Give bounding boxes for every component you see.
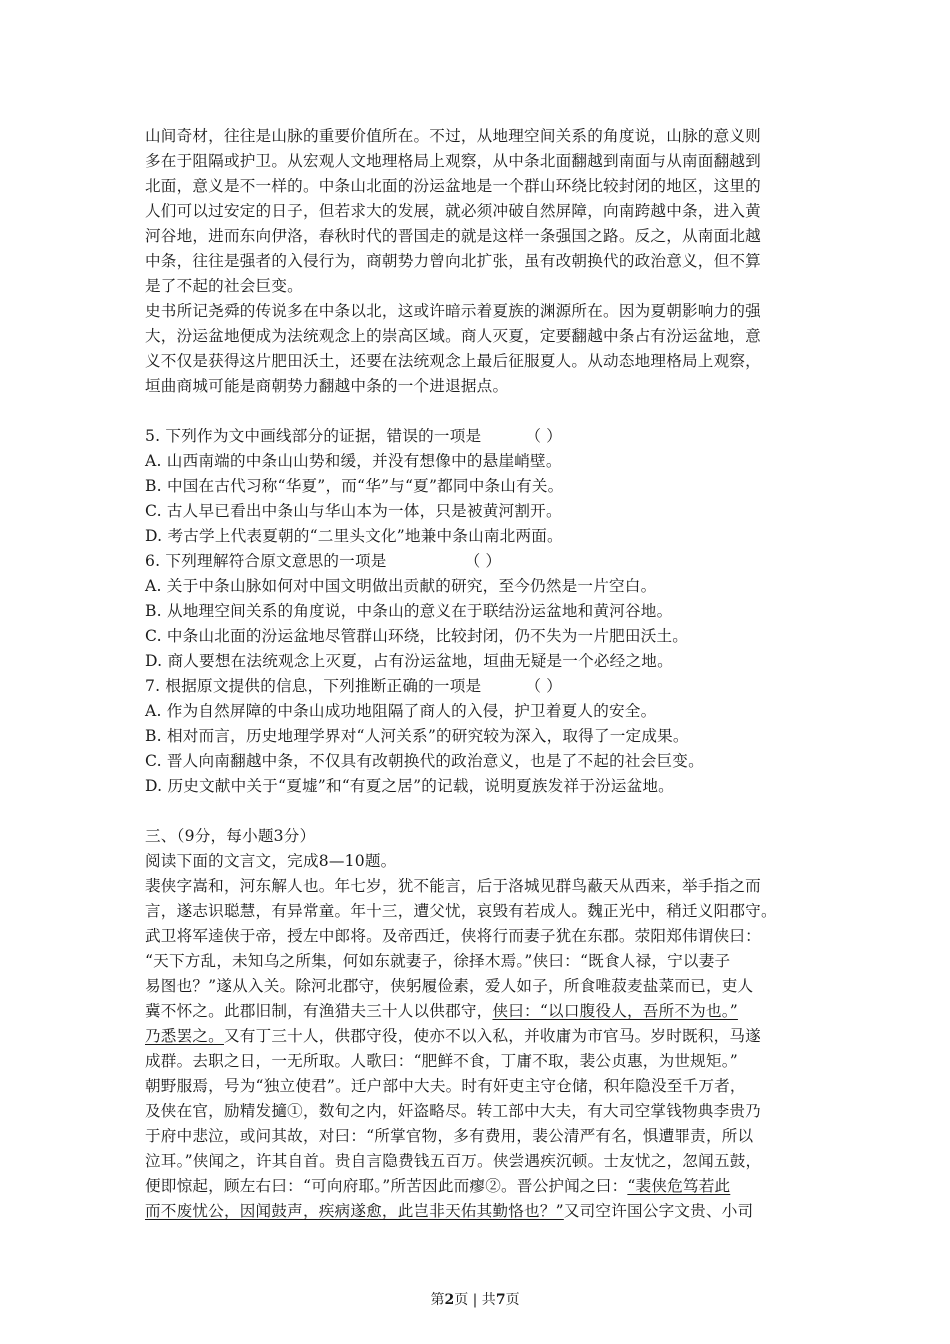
question-6-option-a: A. 关于中条山脉如何对中国文明做出贡献的研究，至今仍然是一片空白。 bbox=[145, 577, 657, 595]
passage-line: 史书所记尧舜的传说多在中条以北，这或许暗示着夏族的渊源所在。因为夏朝影响力的强 bbox=[145, 302, 761, 320]
page-number: 2 bbox=[444, 1292, 455, 1308]
classical-text-line bbox=[145, 1199, 753, 1224]
footer-mid: 页 | 共 bbox=[454, 1292, 496, 1308]
text-segment: 便即惊起，顾左右曰：“可向府耶。”所苦因此而瘳②。晋公护闻之曰： bbox=[145, 1177, 628, 1195]
footer-suffix: 页 bbox=[505, 1292, 520, 1308]
passage-line: 大，汾运盆地便成为法统观念上的崇高区域。商人灭夏，定要翻越中条占有汾运盆地，意 bbox=[145, 327, 761, 345]
question-5-option-a: A. 山西南端的中条山山势和缓，并没有想像中的悬崖峭壁。 bbox=[145, 452, 562, 470]
passage-line: 山间奇材，往往是山脉的重要价值所在。不过，从地理空间关系的角度说，山脉的意义则 bbox=[145, 127, 761, 145]
question-6-option-c: C. 中条山北面的汾运盆地尽管群山环绕，比较封闭，仍不失为一片肥田沃土。 bbox=[145, 627, 689, 645]
passage-line: 人们可以过安定的日子，但若求大的发展，就必须冲破自然屏障，向南跨越中条，进入黄 bbox=[145, 202, 761, 220]
underlined-sentence: “裴侠危笃若此 bbox=[627, 1177, 731, 1195]
underlined-sentence: 侠曰：“以口腹役人，吾所不为也。” bbox=[492, 1002, 738, 1020]
classical-text-line: 成群。去职之日，一无所取。人歌曰：“肥鲜不食，丁庸不取，裴公贞惠，为世规矩。” bbox=[145, 1052, 738, 1070]
question-5-option-d: D. 考古学上代表夏朝的“二里头文化”地兼中条山南北两面。 bbox=[145, 527, 563, 545]
answer-bracket: （ ） bbox=[464, 552, 502, 570]
question-stem-text: 6. 下列理解符合原文意思的一项是 bbox=[145, 552, 387, 570]
question-7-option-b: B. 相对而言，历史地理学界对“人河关系”的研究较为深入，取得了一定成果。 bbox=[145, 727, 689, 745]
answer-bracket: （ ） bbox=[525, 677, 563, 695]
classical-text-line: “天下方乱，未知乌之所集，何如东就妻子，徐择木焉。”侠曰：“既食人禄，宁以妻子 bbox=[145, 952, 731, 970]
footer-prefix: 第 bbox=[430, 1292, 445, 1308]
passage-line: 河谷地，进而东向伊洛，春秋时代的晋国走的就是这样一条强国之路。反之，从南面北越 bbox=[145, 227, 761, 245]
text-segment: 又司空许国公字文贵、小司 bbox=[563, 1202, 754, 1220]
classical-text-line: 裴侠字嵩和，河东解人也。年七岁，犹不能言，后于洛城见群鸟蔽天从西来，举手指之而 bbox=[145, 877, 761, 895]
text-segment: 又有丁三十人，供郡守役，使亦不以入私，并收庸为市官马。岁时既积，马遂 bbox=[223, 1027, 761, 1045]
passage-line: 是了不起的社会巨变。 bbox=[145, 277, 303, 295]
classical-text-line: 武卫将军逵侠于帝，授左中郎将。及帝西迁，侠将行而妻子犹在东郡。荥阳郑伟谓侠曰： bbox=[145, 927, 761, 945]
page-footer bbox=[0, 1290, 950, 1310]
section-heading: 三、（9分，每小题3分） bbox=[145, 827, 316, 845]
underlined-sentence: 乃悉罢之。 bbox=[145, 1027, 224, 1045]
question-6-option-d: D. 商人要想在法统观念上灭夏，占有汾运盆地，垣曲无疑是一个必经之地。 bbox=[145, 652, 673, 670]
classical-text-line: 言，遂志识聪慧，有异常童。年十三，遭父忧，哀毁有若成人。魏正光中，稍迁义阳郡守。 bbox=[145, 902, 777, 920]
question-5-option-c: C. 古人早已看出中条山与华山本为一体，只是被黄河割开。 bbox=[145, 502, 562, 520]
question-7-option-a: A. 作为自然屏障的中条山成功地阻隔了商人的入侵，护卫着夏人的安全。 bbox=[145, 702, 657, 720]
classical-text-line: 易图也？”遂从入关。除河北郡守，侠躬履俭素，爱人如子，所食唯菽麦盐菜而已，吏人 bbox=[145, 977, 754, 995]
question-5-stem bbox=[145, 424, 562, 449]
passage-line: 北面，意义是不一样的。中条山北面的汾运盆地是一个群山环绕比较封闭的地区，这里的 bbox=[145, 177, 761, 195]
classical-text-line: 泣耳。”侠闻之，许其自首。贵自言隐费钱五百万。侠尝遇疾沉顿。士友忧之，忽闻五鼓， bbox=[145, 1152, 762, 1170]
classical-text-line: 于府中悲泣，或问其故，对曰：“所掌官物，多有费用，裴公清严有名，惧遭罪责，所以 bbox=[145, 1127, 754, 1145]
question-7-option-d: D. 历史文献中关于“夏墟”和“有夏之居”的记载，说明夏族发祥于汾运盆地。 bbox=[145, 777, 674, 795]
total-pages: 7 bbox=[495, 1292, 506, 1308]
question-5-option-b: B. 中国在古代习称“华夏”，而“华”与“夏”都同中条山有关。 bbox=[145, 477, 564, 495]
question-stem-text: 5. 下列作为文中画线部分的证据，错误的一项是 bbox=[145, 427, 482, 445]
classical-text-line: 朝野服焉，号为“独立使君”。迁户部中大夫。时有奸吏主守仓储，积年隐没至千万者， bbox=[145, 1077, 746, 1095]
question-7-option-c: C. 晋人向南翻越中条，不仅具有改朝换代的政治意义，也是了不起的社会巨变。 bbox=[145, 752, 704, 770]
text-segment: 冀不怀之。此郡旧制，有渔猎夫三十人以供郡守， bbox=[145, 1002, 493, 1020]
question-6-option-b: B. 从地理空间关系的角度说，中条山的意义在于联结汾运盆地和黄河谷地。 bbox=[145, 602, 673, 620]
question-7-stem bbox=[145, 674, 562, 699]
section-instruction: 阅读下面的文言文，完成8—10题。 bbox=[145, 852, 397, 870]
question-stem-text: 7. 根据原文提供的信息，下列推断正确的一项是 bbox=[145, 677, 482, 695]
classical-text-line: 及侠在官，励精发擿①，数旬之内，奸盗略尽。转工部中大夫，有大司空掌钱物典李贵乃 bbox=[145, 1102, 761, 1120]
passage-line: 多在于阻隔或护卫。从宏观人文地理格局上观察，从中条北面翻越到南面与从南面翻越到 bbox=[145, 152, 761, 170]
classical-text-line bbox=[145, 1174, 730, 1199]
answer-bracket: （ ） bbox=[525, 427, 563, 445]
underlined-sentence: 而不废忧公，因闻鼓声，疾病遂愈，此岂非天佑其勤恪也？” bbox=[145, 1202, 564, 1220]
passage-line: 中条，往往是强者的入侵行为，商朝势力曾向北扩张，虽有改朝换代的政治意义，但不算 bbox=[145, 252, 761, 270]
classical-text-line bbox=[145, 999, 738, 1024]
passage-line: 垣曲商城可能是商朝势力翻越中条的一个进退据点。 bbox=[145, 377, 509, 395]
classical-text-line bbox=[145, 1024, 761, 1049]
question-6-stem bbox=[145, 549, 501, 574]
passage-line: 义不仅是获得这片肥田沃土，还要在法统观念上最后征服夏人。从动态地理格局上观察， bbox=[145, 352, 761, 370]
